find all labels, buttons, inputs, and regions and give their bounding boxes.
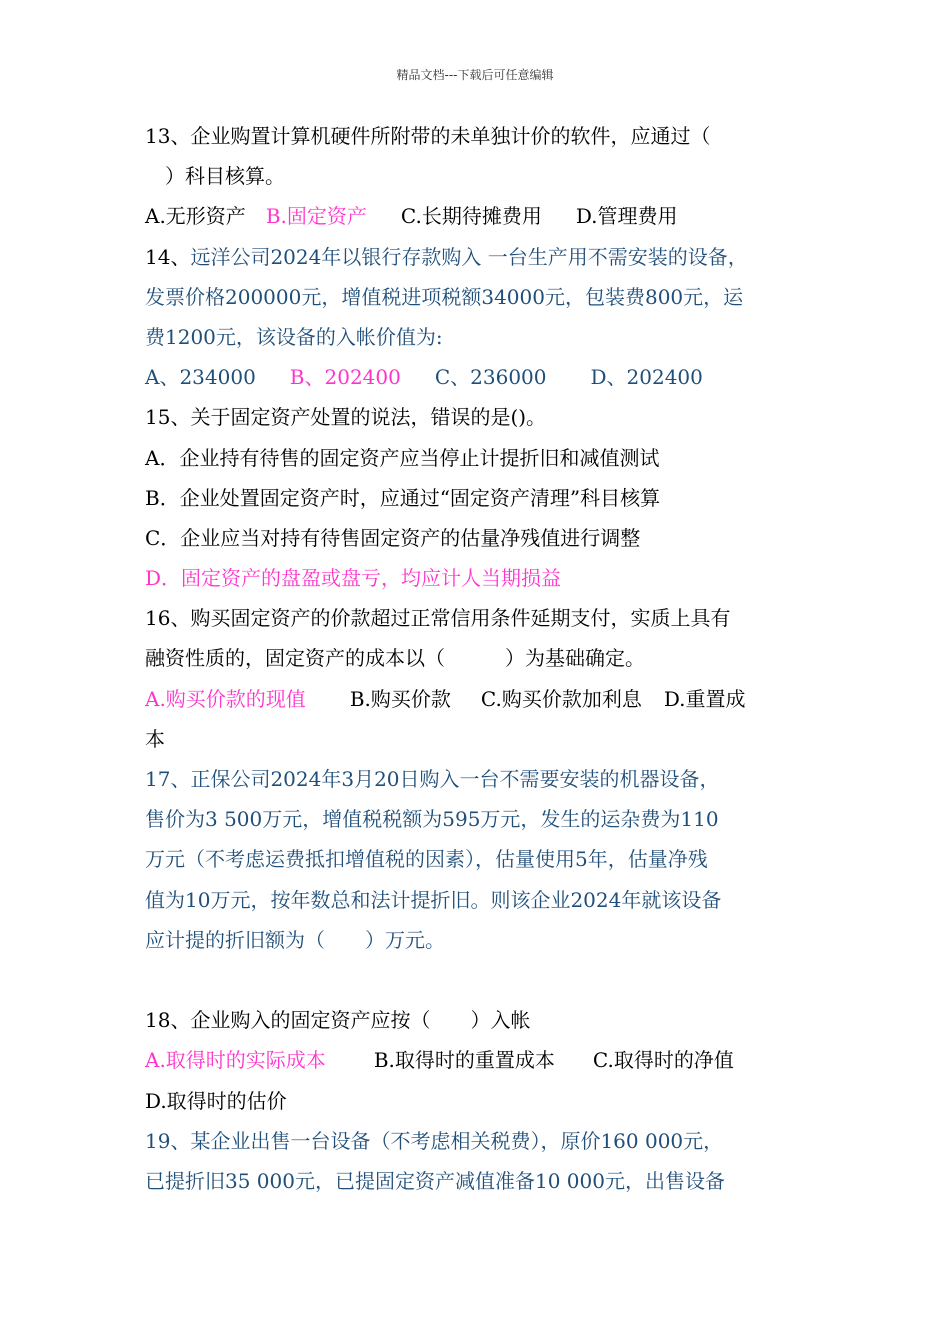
q17-line4: 值为10万元，按年数总和法计提折旧。则该企业2024年就该设备 <box>145 887 722 912</box>
q17-stem-1: 正保公司2024年3月20日购入一台不需要安装的机器设备， <box>190 767 720 791</box>
q14-option-c: C、236000 <box>434 365 547 390</box>
q17-line1 <box>145 759 815 799</box>
q16-option-d: D.重置成 <box>663 686 746 711</box>
page-header: 精品文档---下载后可任意编辑 <box>396 68 554 82</box>
q17-line3: 万元（不考虑运费抵扣增值税的因素），估量使用5年，估量净残 <box>145 847 708 872</box>
q14-number: 14、 <box>145 244 191 269</box>
q16-options <box>145 679 815 719</box>
q17-line5: 应计提的折旧额为（ ）万元。 <box>145 927 445 952</box>
q15-option-d-answer: D．固定资产的盘盈或盘亏，均应计人当期损益 <box>145 566 562 591</box>
q14-option-a: A、234000 <box>145 365 256 390</box>
q14-line3: 费1200元，该设备的入帐价值为: <box>145 324 443 349</box>
q13-option-a: A.无形资产 <box>145 204 246 229</box>
q15-option-a: A．企业持有待售的固定资产应当停止计提折旧和减值测试 <box>145 445 660 470</box>
q13-line1: 13、企业购置计算机硬件所附带的未单独计价的软件，应通过（ <box>145 124 711 148</box>
q15-option-c: C．企业应当对持有待售固定资产的估量净残值进行调整 <box>145 525 641 550</box>
q18-option-b: B.取得时的重置成本 <box>373 1048 555 1073</box>
q14-options <box>145 357 815 397</box>
q16-line2: 融资性质的，固定资产的成本以（ ）为基础确定。 <box>145 646 645 671</box>
q13-option-d: D.管理费用 <box>575 204 678 229</box>
q19-line1 <box>145 1121 815 1161</box>
q14-line1 <box>145 237 815 277</box>
q14-stem-1: 远洋公司2024年以银行存款购入 一台生产用不需安装的设备， <box>190 244 748 269</box>
q13-line2: ）科目核算。 <box>145 164 285 189</box>
q16-option-d-cont: 本 <box>145 726 165 751</box>
q13-options <box>145 196 815 236</box>
q13-option-b-answer: B.固定资产 <box>265 204 367 229</box>
q18-option-c: C.取得时的净值 <box>592 1048 734 1073</box>
q17-line2: 售价为3 500万元，增值税税额为595万元，发生的运杂费为110 <box>145 807 719 832</box>
q15-stem: 15、关于固定资产处置的说法，错误的是()。 <box>145 405 547 430</box>
q19-number: 19、 <box>145 1128 191 1153</box>
q17-number: 17、 <box>145 767 191 791</box>
q16-option-c: C.购买价款加利息 <box>480 686 642 711</box>
document-body <box>145 116 815 1201</box>
q18-stem: 18、企业购入的固定资产应按（ ）入帐 <box>145 1008 531 1033</box>
q14-line2: 发票价格200000元，增值税进项税额34000元，包装费800元，运 <box>145 284 744 309</box>
q15-option-b: B．企业处置固定资产时，应通过“固定资产清理”科目核算 <box>145 485 661 510</box>
q14-option-b-answer: B、202400 <box>289 365 401 390</box>
q19-line2: 已提折旧35 000元，已提固定资产减值准备10 000元，出售设备 <box>145 1168 725 1193</box>
blank-line <box>145 960 815 1000</box>
q19-stem-1: 某企业出售一台设备（不考虑相关税费），原价160 000元， <box>190 1128 724 1153</box>
q16-line1: 16、购买固定资产的价款超过正常信用条件延期支付，实质上具有 <box>145 606 731 631</box>
q16-option-b: B.购买价款 <box>349 686 451 711</box>
q18-options <box>145 1040 815 1080</box>
q16-option-a-answer: A.购买价款的现值 <box>145 686 306 711</box>
q14-option-d: D、202400 <box>590 365 703 390</box>
q13-option-c: C.长期待摊费用 <box>400 204 542 229</box>
q18-option-a-answer: A.取得时的实际成本 <box>145 1048 326 1073</box>
q18-option-d: D.取得时的估价 <box>145 1088 287 1113</box>
